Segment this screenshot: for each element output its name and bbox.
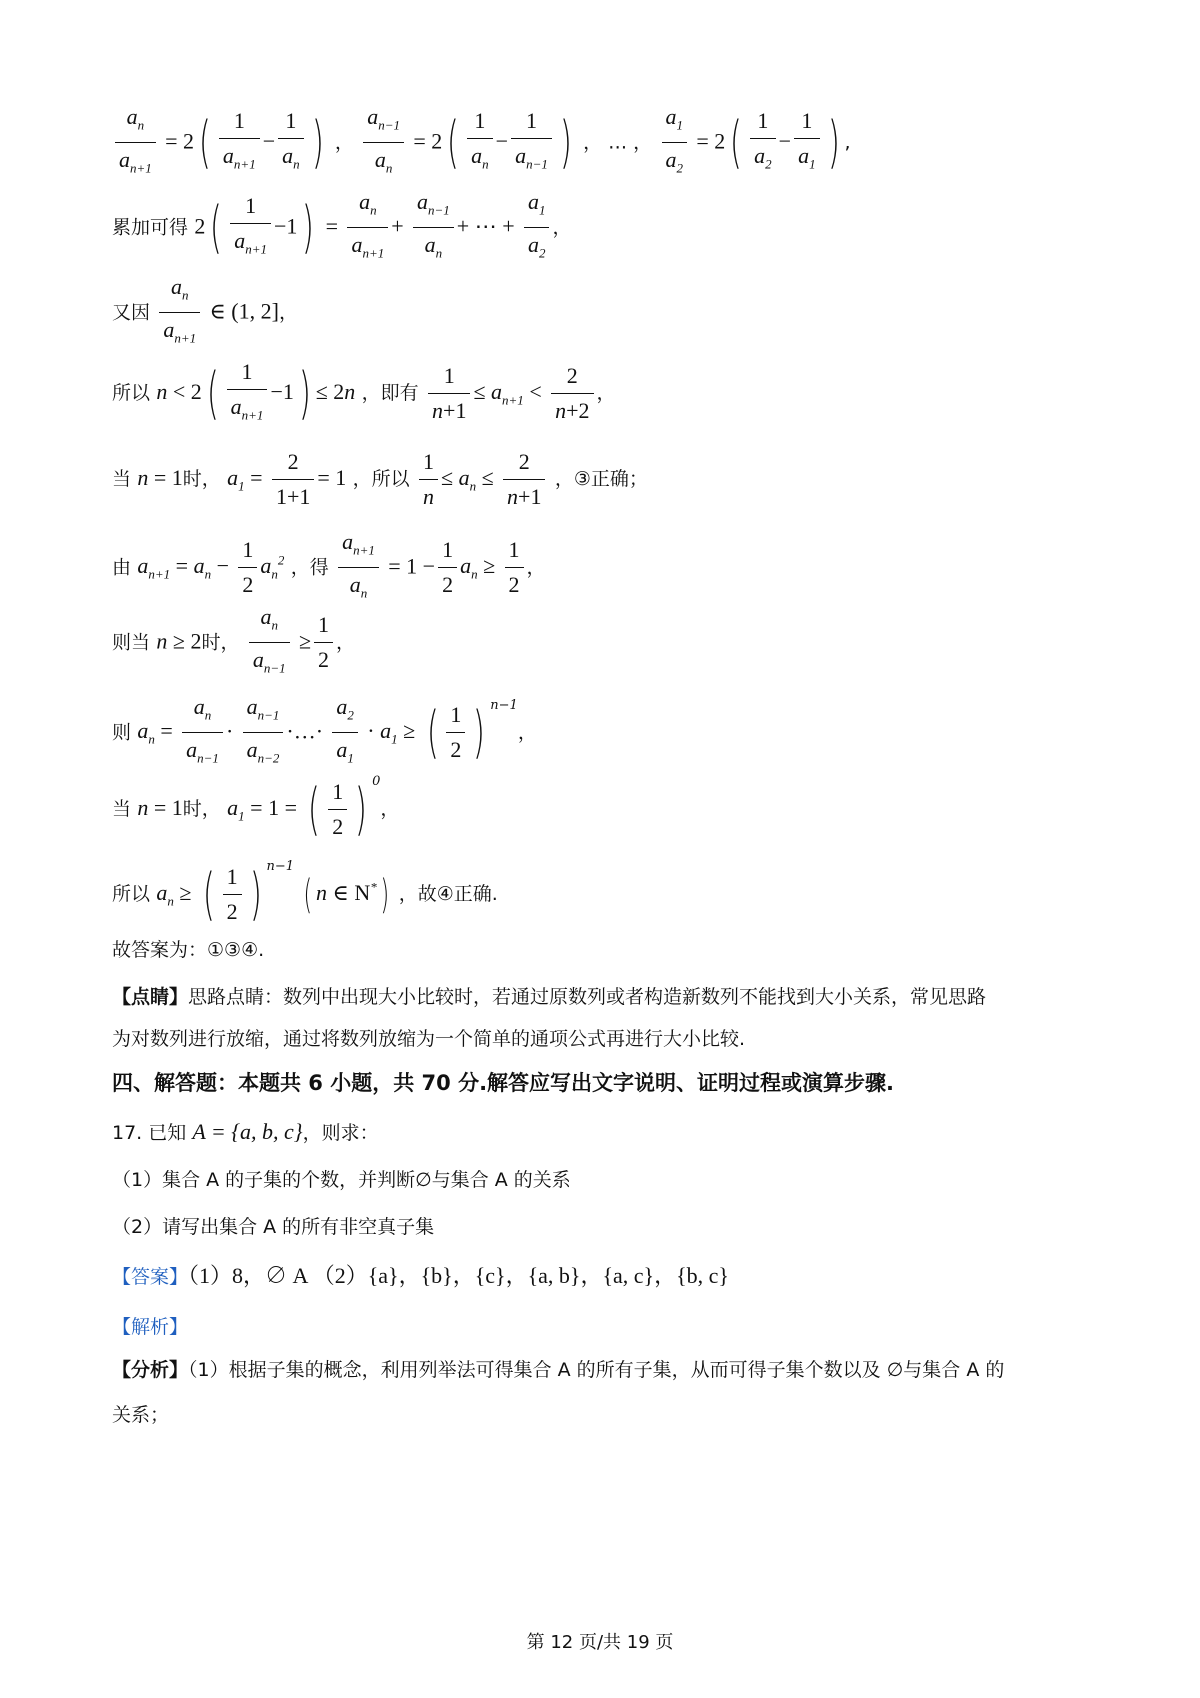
page-footer: 第 12 页/共 19 页 <box>526 1632 674 1653</box>
equation-line-6: 由 $a_{n+1} = a_n$ − $\frac{1}{2}$ $a_n^2$ ，得 $\frac{a_{n+1}}{a_n}$ = 1 − $\frac{1}{2}$ $a_n$ ≥ $\frac{1}{2}$ ， <box>112 525 1120 611</box>
question-17-part2: （2）请写出集合 A 的所有非空真子集 <box>112 1216 435 1238</box>
comment-line-2: 为对数列进行放缩，通过将数列放缩为一个简单的通项公式再进行大小比较. <box>112 1028 746 1050</box>
equation-line-8: 则 $a_n$ = $\frac{a_n}{a_{n-1}}$ · $\frac{a_{n-1}}{a_{n-2}}$ ·…· $\frac{a_2}{a_1}$ · $a_1$ ≥ ( $\frac{1}{2}$ ) $^{n-1}$， <box>112 690 1120 776</box>
answer-line: 【答案】（1）8，∅ A （2）{a}，{b}，{c}，{a, b}，{a, c}，{b, c} <box>112 1263 729 1288</box>
equation-line-9: 当 n = 1时， $a_1 = 1$ = ( $\frac{1}{2}$ ) $^0$， <box>112 774 400 842</box>
analysis-tag: 【分析】 <box>112 1359 189 1381</box>
final-answer-line: 故答案为：①③④. <box>112 939 265 961</box>
equation-line-7: 则当 n ≥ 2时， $\frac{a_n}{a_{n-1}}$ ≥ $\frac{1}{2}$ ， <box>112 600 1120 686</box>
question-17-stem: 17. 已知 A = {a, b, c}，则求： <box>112 1119 379 1144</box>
section-heading: 四、解答题：本题共 6 小题，共 70 分.解答应写出文字说明、证明过程或演算步骤. <box>112 1071 895 1095</box>
analysis-line-2: 关系； <box>112 1404 170 1426</box>
question-17-part1: （1）集合 A 的子集的个数，并判断∅与集合 A 的关系 <box>112 1169 571 1191</box>
equation-line-1: $\frac{a_n}{a_{n+1}}$ = 2( $\frac{1}{a_{n+1}}$ − $\frac{1}{a_n}$ ) ， $\frac{a_{n-1}}{a_n}$ = 2( $\frac{1}{a_n}$ − $\frac{1}{a_{n-1}}$ ) ， … ， $\frac{a_1}{a_2}$ = 2( $\frac{1}{a_2}$ − $\frac{1}{a_1}$ ) , <box>112 100 1120 170</box>
equation-line-3: 又因 $\frac{a_n}{a_{n+1}}$ ∈ (1, 2]， <box>112 270 1120 356</box>
equation-line-4: 所以 n < 2( $\frac{1}{a_{n+1}}$ −1) ≤ 2n ，即有 $\frac{1}{n+1}$ ≤ $a_{n+1}$ < $\frac{2}{n+2}$ ， <box>112 355 1120 432</box>
comment-line-1: 【点睛】思路点睛：数列中出现大小比较时，若通过原数列或者构造新数列不能找到大小关系，常见思路 <box>112 986 987 1008</box>
analysis-label: 【解析】 <box>112 1316 189 1338</box>
answer-label: 【答案】 <box>112 1266 189 1288</box>
analysis-line-1: 【分析】（1）根据子集的概念，利用列举法可得集合 A 的所有子集，从而可得子集个数以及 ∅与集合 A 的 <box>112 1359 1005 1381</box>
equation-line-10: 所以 $a_n$ ≥ ( $\frac{1}{2}$ ) $^{n-1}$ ( n ∈ N*) ，故④正确. <box>112 859 498 927</box>
equation-line-2: 累加可得 2( $\frac{1}{a_{n+1}}$ −1) = $\frac{a_n}{a_{n+1}}$ + $\frac{a_{n-1}}{a_n}$ + ⋯ + $\frac{a_1}{a_2}$ ， <box>112 185 1120 271</box>
equation-line-5: 当 n = 1时， $a_1$ = $\frac{2}{1+1}$ = 1 ，所以 $\frac{1}{n}$ ≤ $a_n$ ≤ $\frac{2}{n+1}$ ，③正确； <box>112 445 1120 514</box>
comment-label: 【点睛】 <box>112 986 189 1008</box>
